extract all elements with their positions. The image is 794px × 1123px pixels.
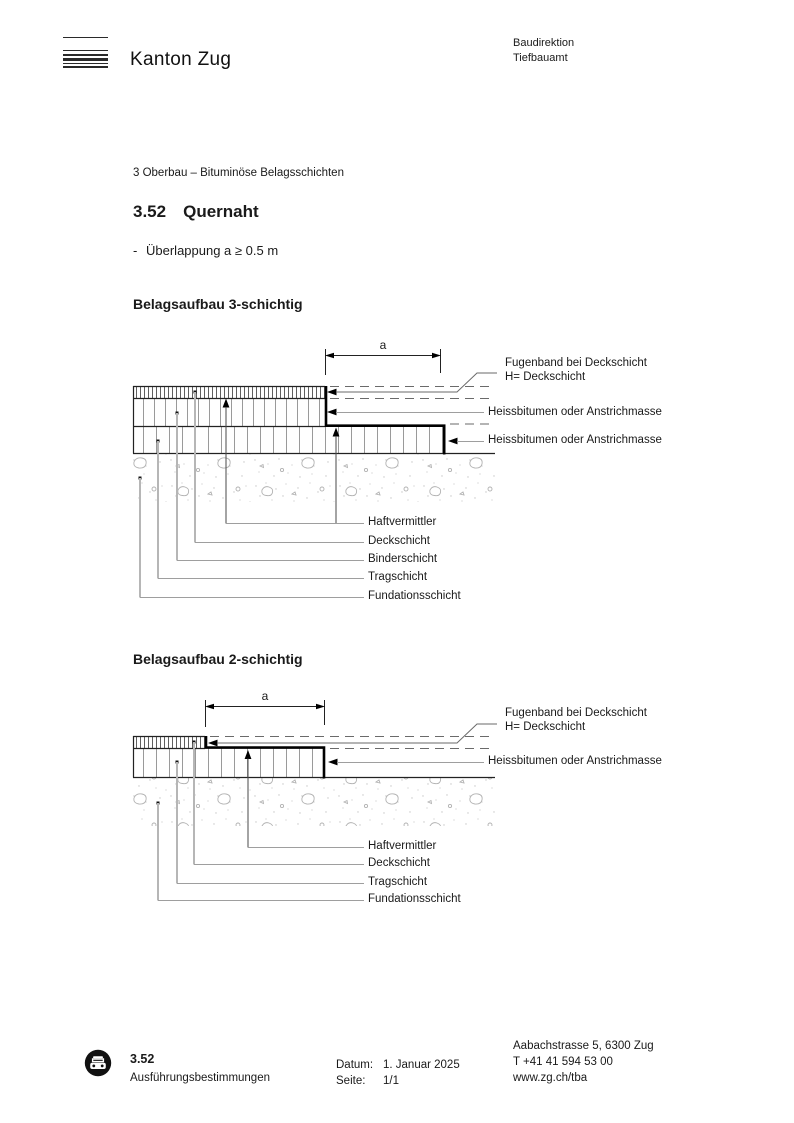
footer-page-label: Seite:	[336, 1075, 366, 1087]
footer-page-value: 1/1	[383, 1075, 399, 1087]
org-name: Kanton Zug	[130, 49, 232, 70]
bullet-dash: -	[133, 243, 138, 258]
diagram2-callout-heissbitumen-1: Heissbitumen oder Anstrichmasse	[488, 755, 662, 767]
diagram1-callout-h-deckschicht: H= Deckschicht	[505, 371, 586, 383]
diagram2-layer-label-fundationsschicht: Fundationsschicht	[368, 893, 461, 905]
diagram1-callout-heissbitumen-2: Heissbitumen oder Anstrichmasse	[488, 434, 662, 446]
footer-doc-type: Ausführungsbestimmungen	[130, 1072, 270, 1084]
requirement-text: Überlappung a ≥ 0.5 m	[146, 243, 279, 258]
footer-doc-number: 3.52	[130, 1052, 155, 1066]
footer-contact-block	[513, 1038, 654, 1086]
diagram2-dim-label: a	[261, 689, 269, 703]
diagram2-layer-label-tragschicht: Tragschicht	[368, 876, 428, 888]
diagram2-callout-h-deckschicht: H= Deckschicht	[505, 721, 586, 733]
diagram2-callout-fugenband: Fugenband bei Deckschicht	[505, 707, 647, 719]
footer-date-label: Datum:	[336, 1059, 374, 1071]
footer-phone: T +41 41 594 53 00	[513, 1056, 613, 1068]
car-icon	[84, 1049, 112, 1077]
footer-website-link[interactable]: www.zg.ch/tba	[513, 1072, 588, 1084]
chapter-heading: 3 Oberbau – Bituminöse Belagsschichten	[133, 167, 344, 179]
section-number: 3.52	[133, 202, 167, 221]
diagram1-layer-label-haftvermittler: Haftvermittler	[368, 516, 437, 528]
section-name: Quernaht	[183, 202, 259, 221]
footer-address: Aabachstrasse 5, 6300 Zug	[513, 1040, 654, 1052]
diagram1-drawing	[133, 349, 497, 598]
office-line: Tiefbauamt	[513, 51, 568, 64]
diagram1-layer-label-binderschicht: Binderschicht	[368, 553, 438, 565]
diagram2-layer-label-deckschicht: Deckschicht	[368, 857, 430, 869]
diagram1-title: Belagsaufbau 3-schichtig	[133, 296, 303, 312]
diagram1-layer-label-fundationsschicht: Fundationsschicht	[368, 590, 461, 602]
diagram2-drawing	[133, 700, 497, 901]
diagram2-layer-label-haftvermittler: Haftvermittler	[368, 840, 437, 852]
diagram1-layer-label-deckschicht: Deckschicht	[368, 535, 430, 547]
department-line: Baudirektion	[513, 37, 575, 49]
diagram1-callout-heissbitumen-1: Heissbitumen oder Anstrichmasse	[488, 406, 662, 418]
diagram2-title: Belagsaufbau 2-schichtig	[133, 651, 303, 667]
diagram1-layer-label-tragschicht: Tragschicht	[368, 571, 428, 583]
diagram1-dim-label: a	[379, 338, 387, 352]
footer-date-value: 1. Januar 2025	[383, 1059, 460, 1071]
diagram1-callout-fugenband: Fugenband bei Deckschicht	[505, 357, 647, 369]
